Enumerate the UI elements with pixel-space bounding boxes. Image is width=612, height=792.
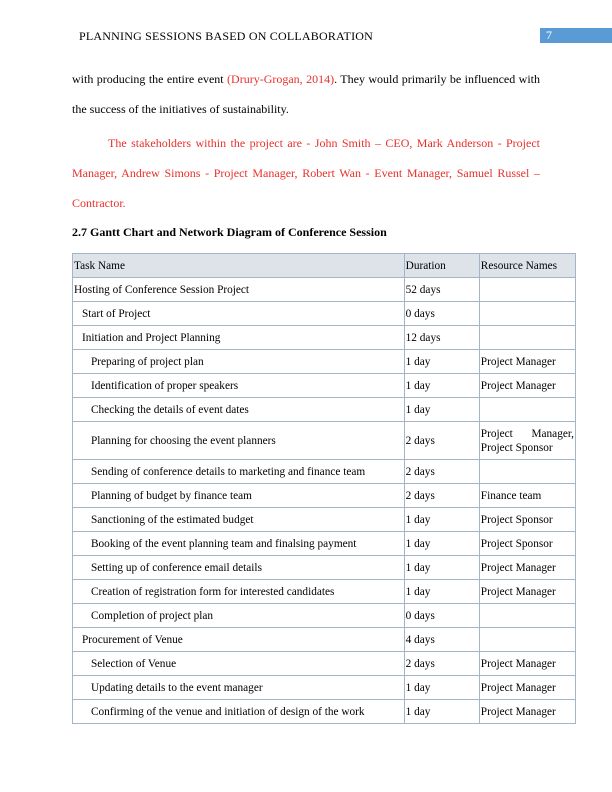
table-row xyxy=(73,532,576,556)
duration-cell: 4 days xyxy=(404,628,479,652)
table-row xyxy=(73,676,576,700)
task-name-cell: Hosting of Conference Session Project xyxy=(73,278,405,302)
task-name-cell: Confirming of the venue and initiation of design of the work xyxy=(73,700,405,724)
table-row xyxy=(73,700,576,724)
running-header-title: PLANNING SESSIONS BASED ON COLLABORATION xyxy=(79,29,374,43)
resource-cell: Finance team xyxy=(479,484,575,508)
resource-cell: Project Manager xyxy=(479,676,575,700)
resource-cell xyxy=(479,278,575,302)
task-name-cell: Completion of project plan xyxy=(73,604,405,628)
duration-cell: 2 days xyxy=(404,460,479,484)
task-name-cell: Setting up of conference email details xyxy=(73,556,405,580)
duration-cell: 1 day xyxy=(404,676,479,700)
resource-cell: Project Sponsor xyxy=(479,508,575,532)
citation-link[interactable]: (Drury-Grogan, 2014) xyxy=(227,72,335,86)
task-name-cell: Sanctioning of the estimated budget xyxy=(73,508,405,532)
resource-cell: Project Manager xyxy=(479,374,575,398)
table-row xyxy=(73,398,576,422)
column-header-duration: Duration xyxy=(404,254,479,278)
column-header-resource-names: Resource Names xyxy=(479,254,575,278)
task-name-cell: Checking the details of event dates xyxy=(73,398,405,422)
task-name-cell: Creation of registration form for interested candidates xyxy=(73,580,405,604)
page-number-badge: 7 xyxy=(540,28,612,43)
duration-cell: 1 day xyxy=(404,374,479,398)
resource-cell xyxy=(479,460,575,484)
resource-cell: Project Manager, Project Sponsor xyxy=(479,422,575,460)
table-row xyxy=(73,278,576,302)
table-row xyxy=(73,460,576,484)
resource-cell xyxy=(479,628,575,652)
resource-cell: Project Manager xyxy=(479,700,575,724)
table-row xyxy=(73,484,576,508)
duration-cell: 52 days xyxy=(404,278,479,302)
task-name-cell: Initiation and Project Planning xyxy=(73,326,405,350)
resource-cell xyxy=(479,302,575,326)
section-heading: 2.7 Gantt Chart and Network Diagram of Conference Session xyxy=(72,225,387,239)
table-row xyxy=(73,508,576,532)
paragraph-text-end: . They would primarily be influenced with the success of the initiatives of sustainability. xyxy=(72,72,541,116)
duration-cell: 2 days xyxy=(404,652,479,676)
task-name-cell: Planning for choosing the event planners xyxy=(73,422,405,460)
paragraph-stakeholders: The stakeholders within the project are - John Smith – CEO, Mark Anderson - Project Manager, Andrew Simons - Project Manager, Robert Wan - Event Manager, Samuel Russel – Contractor. xyxy=(72,136,540,210)
table-header-row xyxy=(73,254,576,278)
task-name-cell: Selection of Venue xyxy=(73,652,405,676)
duration-cell: 1 day xyxy=(404,508,479,532)
table-row xyxy=(73,628,576,652)
duration-cell: 2 days xyxy=(404,422,479,460)
task-name-cell: Updating details to the event manager xyxy=(73,676,405,700)
table-row xyxy=(73,580,576,604)
resource-cell xyxy=(479,326,575,350)
paragraph-sustainability xyxy=(72,64,540,124)
task-name-cell: Sending of conference details to marketing and finance team xyxy=(73,460,405,484)
table-row xyxy=(73,652,576,676)
resource-cell xyxy=(479,604,575,628)
table-row xyxy=(73,302,576,326)
column-header-task-name: Task Name xyxy=(73,254,405,278)
table-row xyxy=(73,374,576,398)
table-row xyxy=(73,604,576,628)
resource-cell: Project Manager xyxy=(479,556,575,580)
duration-cell: 0 days xyxy=(404,302,479,326)
resource-cell: Project Manager xyxy=(479,580,575,604)
task-name-cell: Preparing of project plan xyxy=(73,350,405,374)
duration-cell: 2 days xyxy=(404,484,479,508)
table-row xyxy=(73,350,576,374)
task-name-cell: Planning of budget by finance team xyxy=(73,484,405,508)
duration-cell: 12 days xyxy=(404,326,479,350)
table-row xyxy=(73,422,576,460)
resource-cell: Project Manager xyxy=(479,652,575,676)
task-name-cell: Booking of the event planning team and finalsing payment xyxy=(73,532,405,556)
duration-cell: 1 day xyxy=(404,398,479,422)
duration-cell: 1 day xyxy=(404,556,479,580)
task-name-cell: Start of Project xyxy=(73,302,405,326)
resource-cell xyxy=(479,398,575,422)
duration-cell: 0 days xyxy=(404,604,479,628)
paragraph-text-start: with producing the entire event xyxy=(72,72,228,86)
duration-cell: 1 day xyxy=(404,350,479,374)
resource-cell: Project Sponsor xyxy=(479,532,575,556)
resource-cell: Project Manager xyxy=(479,350,575,374)
gantt-task-table xyxy=(72,253,576,724)
duration-cell: 1 day xyxy=(404,580,479,604)
task-name-cell: Identification of proper speakers xyxy=(73,374,405,398)
table-row xyxy=(73,556,576,580)
duration-cell: 1 day xyxy=(404,700,479,724)
table-row xyxy=(73,326,576,350)
task-name-cell: Procurement of Venue xyxy=(73,628,405,652)
duration-cell: 1 day xyxy=(404,532,479,556)
